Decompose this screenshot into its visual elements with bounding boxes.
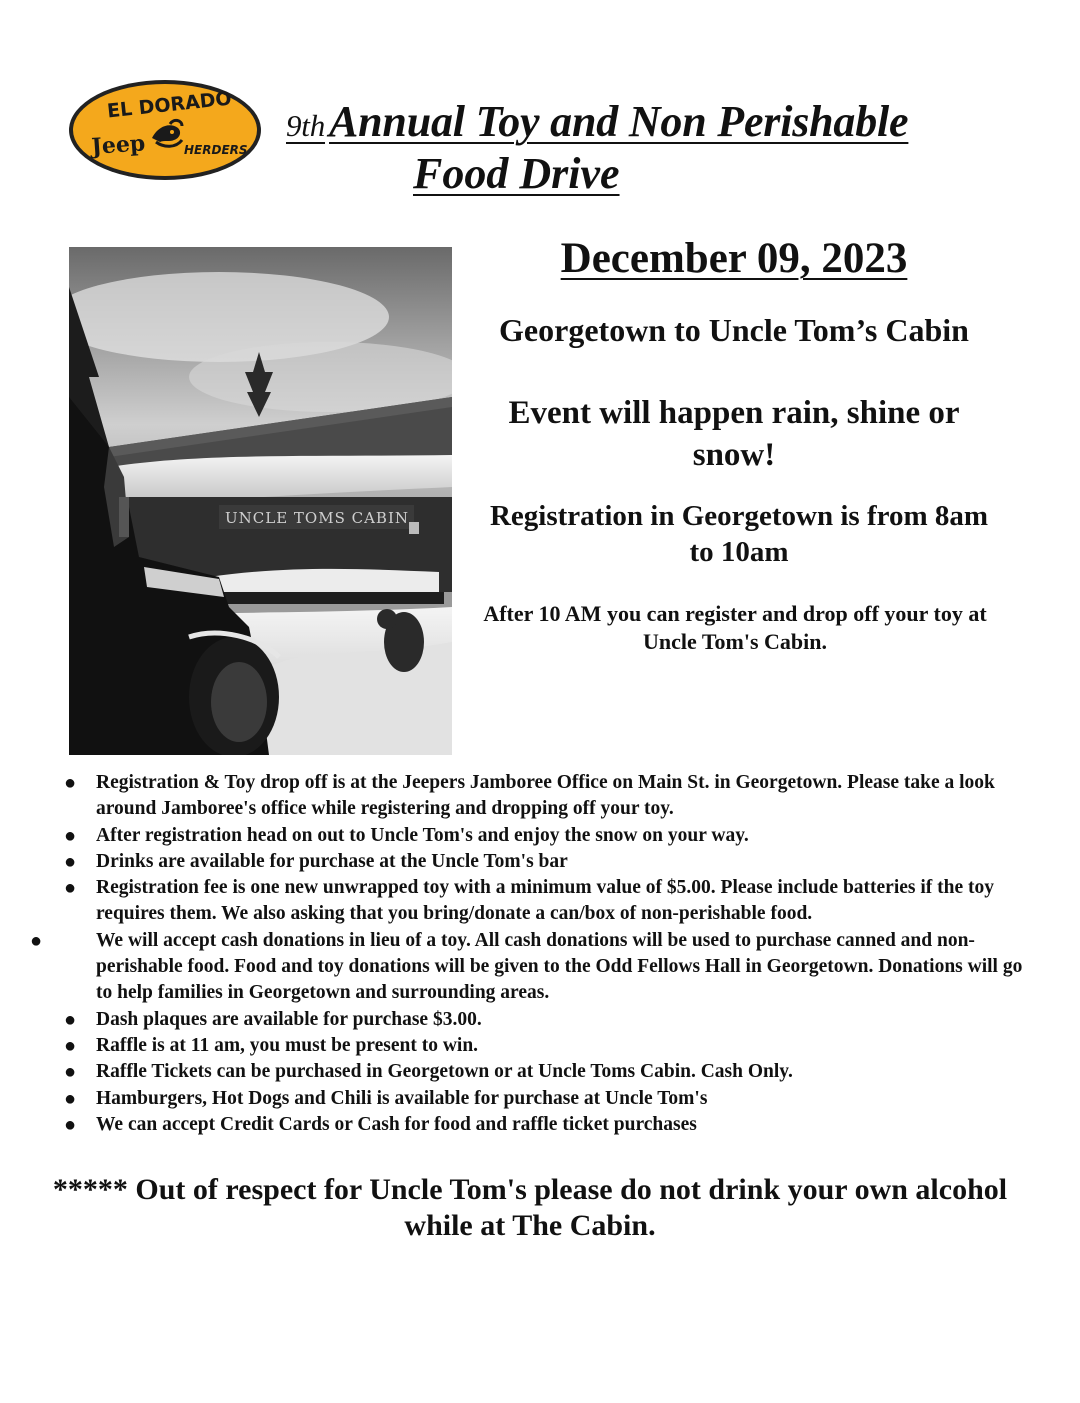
event-route: Georgetown to Uncle Tom’s Cabin: [499, 312, 969, 348]
bullet-icon: ●: [64, 1061, 77, 1084]
list-item: [30, 875, 1040, 928]
list-item: [30, 823, 1040, 849]
list-item-text: Drinks are available for purchase at the Uncle Tom's bar: [96, 850, 568, 872]
list-item: [30, 1033, 1040, 1059]
bullet-icon: ●: [64, 877, 77, 900]
list-item: [30, 770, 1040, 823]
list-item-text: After registration head on out to Uncle Tom's and enjoy the snow on your way.: [96, 824, 749, 846]
bullet-icon: ●: [64, 850, 77, 873]
logo-side-text: HERDERS: [184, 143, 248, 157]
list-item-text: Dash plaques are available for purchase $3.00.: [96, 1008, 482, 1030]
details-list: [30, 770, 1040, 1138]
bullet-icon: ●: [64, 1034, 77, 1057]
list-item-text: Raffle Tickets can be purchased in Georgetown or at Uncle Toms Cabin. Cash Only.: [96, 1061, 793, 1083]
list-item-text: Registration fee is one new unwrapped toy with a minimum value of $5.00. Please include batteries if the toy requires them. We also asking that you bring/donate a can/box of non-perishable food.: [96, 877, 995, 925]
list-item: [30, 1112, 1040, 1138]
event-date: [460, 234, 1008, 283]
bullet-icon: ●: [64, 1008, 77, 1031]
title-line-1: [286, 96, 908, 147]
alcohol-notice: ***** Out of respect for Uncle Tom's please do not drink your own alcohol while at The Cabin.: [52, 1173, 1008, 1242]
bullet-icon: ●: [64, 1087, 77, 1110]
photo-sign-text: UNCLE TOMS CABIN: [224, 509, 410, 527]
event-weather-note: Event will happen rain, shine or snow!: [508, 395, 960, 473]
list-item: [30, 1059, 1040, 1085]
list-item-text: We can accept Credit Cards or Cash for food and raffle ticket purchases: [96, 1113, 697, 1135]
list-item: [30, 849, 1040, 875]
logo-brand-text: Jeep: [90, 130, 147, 160]
event-registration-time: Registration in Georgetown is from 8am to 10am: [489, 500, 989, 568]
el-dorado-jeep-herders-logo: [66, 78, 264, 182]
bullet-icon: ●: [64, 824, 77, 847]
list-item-text: We will accept cash donations in lieu of a toy. All cash donations will be used to purchase canned and non-perishable food. Food and toy donations will be given to the Odd Fellows Hall in Georgetown. Donations will go to help families in Georgetown and surrounding areas.: [96, 929, 1023, 1004]
event-date-text: December 09, 2023: [560, 235, 908, 282]
list-item: [30, 1007, 1040, 1033]
title-line-1-text: Annual Toy and Non Perishable: [329, 97, 909, 146]
list-item-text: Raffle is at 11 am, you must be present to win.: [96, 1034, 479, 1056]
list-item-text: Hamburgers, Hot Dogs and Chili is available for purchase at Uncle Tom's: [96, 1087, 708, 1109]
bullet-icon: ●: [30, 929, 43, 952]
cabin-jeep-photo: [69, 247, 452, 755]
logo-top-text: EL DORADO: [106, 87, 233, 123]
bullet-icon: ●: [64, 772, 77, 794]
list-item: [30, 928, 1040, 1007]
list-item-text: Registration & Toy drop off is at the Jeepers Jamboree Office on Main St. in Georgetown. Please take a look around Jamboree's office while registering and dropping off your toy.: [96, 772, 995, 820]
event-after-note: After 10 AM you can register and drop off your toy at Uncle Tom's Cabin.: [483, 601, 987, 654]
bullet-icon: ●: [64, 1113, 77, 1136]
list-item: [30, 1086, 1040, 1112]
title-ordinal: 9th: [286, 108, 326, 143]
title-line-2: Food Drive: [413, 149, 620, 198]
